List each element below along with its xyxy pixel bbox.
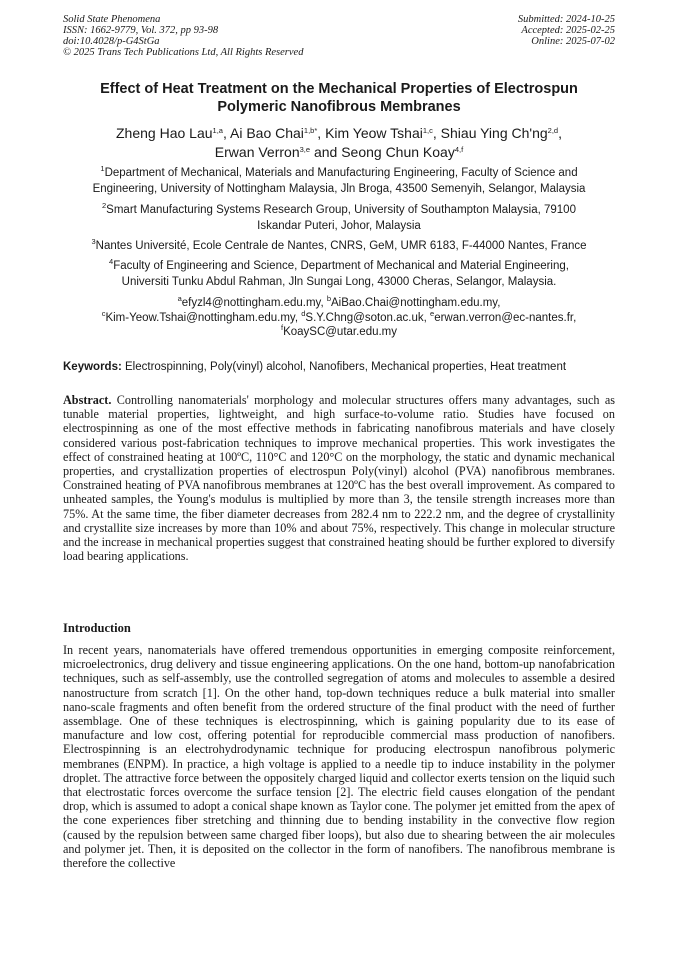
abstract-text: Controlling nanomaterials' morphology and molecular structures offers many advantages, such as tunable material properties, lightweight, and high surface-to-volume ratio. Studies have focused on electrospinning as one of the most effective methods in fabricating nanofibrous materials and have closely considered various post-fabrication techniques to improve mechanical properties. This work investigates the effect of constrained heating at 100ºC, 110°C and 120°C on the morphology, the static and dynamic mechanical properties, and crystallization properties of electrospun Poly(vinyl) alcohol (PVA) nanofibrous membranes. Constrained heating of PVA nanofibrous membranes at 120ºC has the best overall improvement. As compared to unheated samples, the Young's modulus is multiplied by more than 3, the tensile strength increases more than 75%. At the same time, the fiber diameter decreases from 282.4 nm to 222.2 nm, and the degree of crystallinity and crystallite size increases by more than 10% and about 75%, respectively. This change in molecular structure and the increase in mechanical properties suggest that constrained heating should be further explored to diversify load bearing applications. xyxy=(63,393,615,564)
email-list: $^a$efyzl4@nottingham.edu.my, $^b$AiBao.Chai@nottingham.edu.my, $^c$Kim-Yeow.Tshai@nottingham.edu.my, $^d$S.Y.Chng@soton.ac.uk, $^e$erwan.verron@ec-nantes.fr, $^f$KoaySC@utar.edu.my xyxy=(101,294,577,338)
journal-doi: doi:10.4028/p-G4StGa xyxy=(63,36,160,47)
affiliation-2: $^2$Smart Manufacturing Systems Research Group, University of Southampton Malaysia, 79100 Iskandar Puteri, Johor, Malaysia xyxy=(102,201,576,232)
keywords-label: Keywords: xyxy=(63,361,122,373)
title-line: Polymeric Nanofibrous Membranes xyxy=(217,99,461,115)
author: Shiau Ying Ch'ng$^{2,d}$ xyxy=(440,125,559,141)
affiliation-4: $^4$Faculty of Engineering and Science, Department of Mechanical and Material Engineering, Universiti Tunku Abdul Rahman, Jln Sungai Long, 43000 Cheras, Selangor, Malaysia. xyxy=(109,257,569,288)
email-link[interactable]: Kim-Yeow.Tshai@nottingham.edu.my xyxy=(105,311,295,324)
author: Zheng Hao Lau$^{1,a}$ xyxy=(116,125,223,141)
abstract xyxy=(63,393,615,563)
affiliation-1: $^1$Department of Mechanical, Materials and Manufacturing Engineering, Faculty of Science and Engineering, University of Nottingham Malaysia, Jln Broga, 43500 Semenyih, Selangor, Malaysia xyxy=(92,164,586,195)
email-link[interactable]: efyzl4@nottingham.edu.my xyxy=(181,297,321,309)
keywords xyxy=(63,360,623,374)
affiliation-3: $^3$Nantes Université, Ecole Centrale de Nantes, CNRS, GeM, UMR 6183, F-44000 Nantes, France xyxy=(91,237,587,252)
email-link[interactable]: S.Y.Chng@soton.ac.uk xyxy=(305,311,424,324)
journal-header-left xyxy=(63,14,303,58)
section-heading: Introduction xyxy=(63,621,131,635)
introduction-text: In recent years, nanomaterials have offered tremendous opportunities in emerging composite reinforcement, microelectronics, drug delivery and tissue engineering applications. On the one hand, bottom-up nanofabrication techniques, such as self-assembly, use the controlled segregation of atoms and molecules to assemble a desired nanostructure from scratch [1]. On the other hand, top-down techniques reduce a bulk material into smaller nano-scale fragments and often benefit from the ordered structure of the final product with the need of further assemblage. One of these techniques is electrospinning, which is gaining popularity due to its ease of manufacture and low cost, offering potential for reproducible commercial mass production of nanofibers. Electrospinning is an electrohydrodynamic technique for producing electrospun nanofibrous polymeric membranes (ENPM). In practice, a high voltage is applied to a needle tip to induce instability in the polymer droplet. The attractive force between the oppositely charged liquid and collector exerts tension on the liquid such that electrostatic forces overcome the surface tension [2]. The electric field causes elongation of the pendant drop, which is assumed to adopt a conical shape known as Taylor cone. The polymer jet emitted from the apex of the cone experiences fiber stretching and thinning due to bending instability in the convective flow region (caused by the repulsion between same charged fiber loops), but also due to shearing between the air molecules and polymer jet. Then, it is deposited on the collector in the form of nanofibers. The nanofibrous membrane is therefore the collective xyxy=(63,643,615,871)
keywords-text: Electrospinning, Poly(vinyl) alcohol, Nanofibers, Mechanical properties, Heat treatment xyxy=(125,361,567,373)
email-link[interactable]: KoaySC@utar.edu.my xyxy=(283,326,398,338)
author: Ai Bao Chai$^{1,b*}$ xyxy=(229,125,318,141)
accepted-date: Accepted: 2025-02-25 xyxy=(521,25,615,36)
author: Seong Chun Koay$^{4,f}$ xyxy=(341,144,464,160)
title-line: Effect of Heat Treatment on the Mechanical Properties of Electrospun xyxy=(100,81,578,97)
online-date: Online: 2025-07-02 xyxy=(531,36,615,47)
author-list: Zheng Hao Lau$^{1,a}$, Ai Bao Chai$^{1,b*}$, Kim Yeow Tshai$^{1,c}$, Shiau Ying Ch'ng$^{2,d}$, Erwan Verron$^{3,e}$ and Seong Chun Koay$^{4,f}$ xyxy=(116,125,562,160)
author: Kim Yeow Tshai$^{1,c}$ xyxy=(325,125,433,141)
email-link[interactable]: AiBao.Chai@nottingham.edu.my xyxy=(331,297,498,309)
journal-copyright: © 2025 Trans Tech Publications Ltd, All Rights Reserved xyxy=(63,47,304,58)
journal-name: Solid State Phenomena xyxy=(63,14,161,25)
journal-issn: ISSN: 1662-9779, Vol. 372, pp 93-98 xyxy=(63,25,219,36)
author: Erwan Verron$^{3,e}$ xyxy=(214,144,311,160)
journal-header-right xyxy=(518,14,615,47)
submitted-date: Submitted: 2024-10-25 xyxy=(517,14,615,25)
abstract-label: Abstract. xyxy=(63,393,112,407)
email-link[interactable]: erwan.verron@ec-nantes.fr xyxy=(434,311,574,324)
paper-title xyxy=(50,80,628,116)
